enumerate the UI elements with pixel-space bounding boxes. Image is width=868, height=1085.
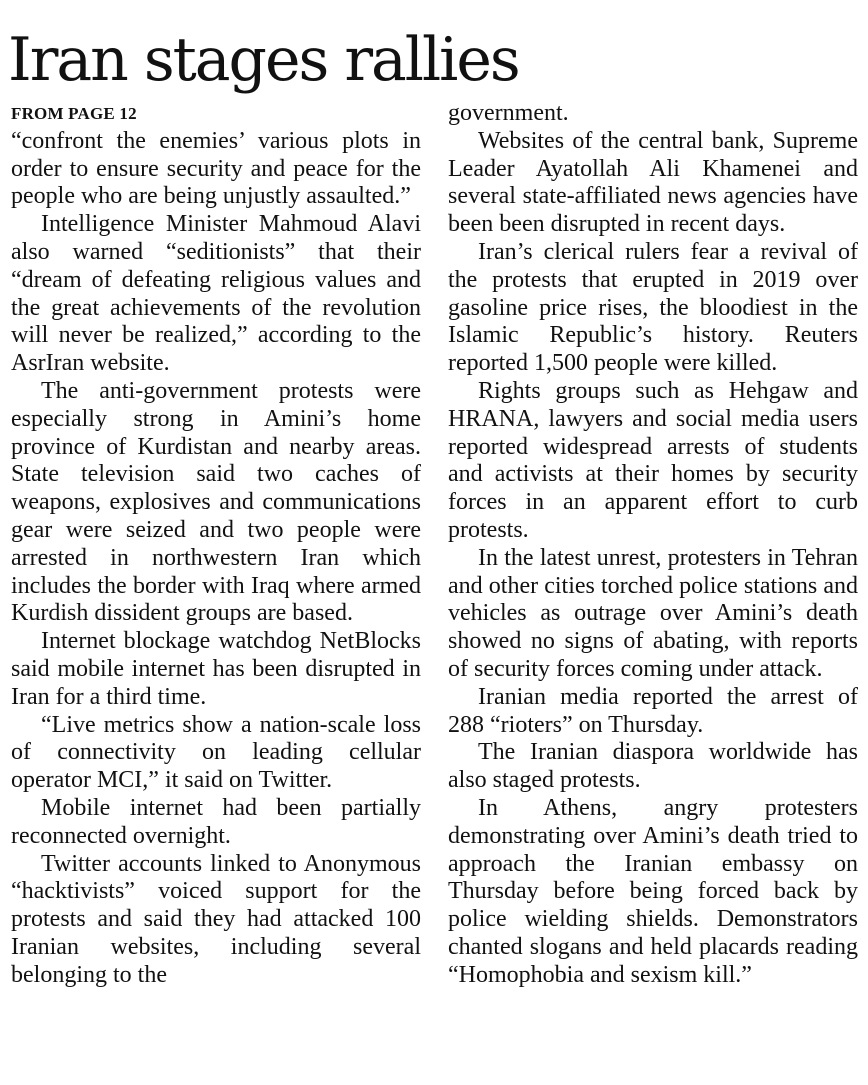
paragraph: Twitter accounts linked to Anonymous “hacktivists” voiced support for the protests and said they had attacked 100 Iranian websites, including several belonging to the (11, 850, 421, 988)
left-column (11, 100, 421, 990)
paragraph: In the latest unrest, protesters in Tehran and other cities torched police stations and vehicles as outrage over Amini’s death showed no signs of abating, with reports of security forces coming under attack. (448, 544, 858, 682)
article-headline: Iran stages rallies (8, 25, 519, 95)
paragraph: Iranian media reported the arrest of 288 “rioters” on Thursday. (448, 683, 858, 738)
paragraph: government. (448, 100, 569, 126)
paragraph: Iran’s clerical rulers fear a revival of the protests that erupted in 2019 over gasoline price rises, the bloodiest in the Islamic Republic’s history. Reuters reported 1,500 people were killed. (448, 238, 858, 377)
paragraph: The anti-government protests were especially strong in Amini’s home province of Kurdistan and nearby areas. State television said two caches of weapons, explosives and communications gear were seized and two people were arrested in northwestern Iran which includes the border with Iraq where armed Kurdish dissident groups are based. (11, 377, 421, 627)
right-column (448, 100, 858, 990)
paragraph: Websites of the central bank, Supreme Leader Ayatollah Ali Khamenei and several state-affiliated news agencies have been been disrupted in recent days. (448, 127, 858, 238)
paragraph: In Athens, angry protesters demonstrating over Amini’s death tried to approach the Iranian embassy on Thursday before being forced back by police wielding shields. Demonstrators chanted slogans and held placards reading “Homophobia and sexism kill.” (448, 794, 858, 988)
paragraph: The Iranian diaspora worldwide has also staged protests. (448, 739, 858, 794)
paragraph: Rights groups such as Hehgaw and HRANA, lawyers and social media users reported widespread arrests of students and activists at their homes by security forces in an apparent effort to curb protests. (448, 377, 858, 543)
paragraph: Intelligence Minister Mahmoud Alavi also warned “seditionists” that their “dream of defeating religious values and the great achievements of the revolution will never be realized,” according to the AsrIran website. (11, 211, 421, 377)
paragraph: Internet blockage watchdog NetBlocks said mobile internet has been disrupted in Iran for a third time. (11, 628, 421, 710)
paragraph: Mobile internet had been partially reconnected overnight. (11, 794, 421, 849)
from-page-kicker: FROM PAGE 12 (11, 104, 137, 123)
paragraph: “confront the enemies’ various plots in order to ensure security and peace for the people who are being unjustly assaulted.” (11, 127, 421, 210)
paragraph: “Live metrics show a nation-scale loss of connectivity on leading cellular operator MCI,” it said on Twitter. (11, 711, 421, 794)
